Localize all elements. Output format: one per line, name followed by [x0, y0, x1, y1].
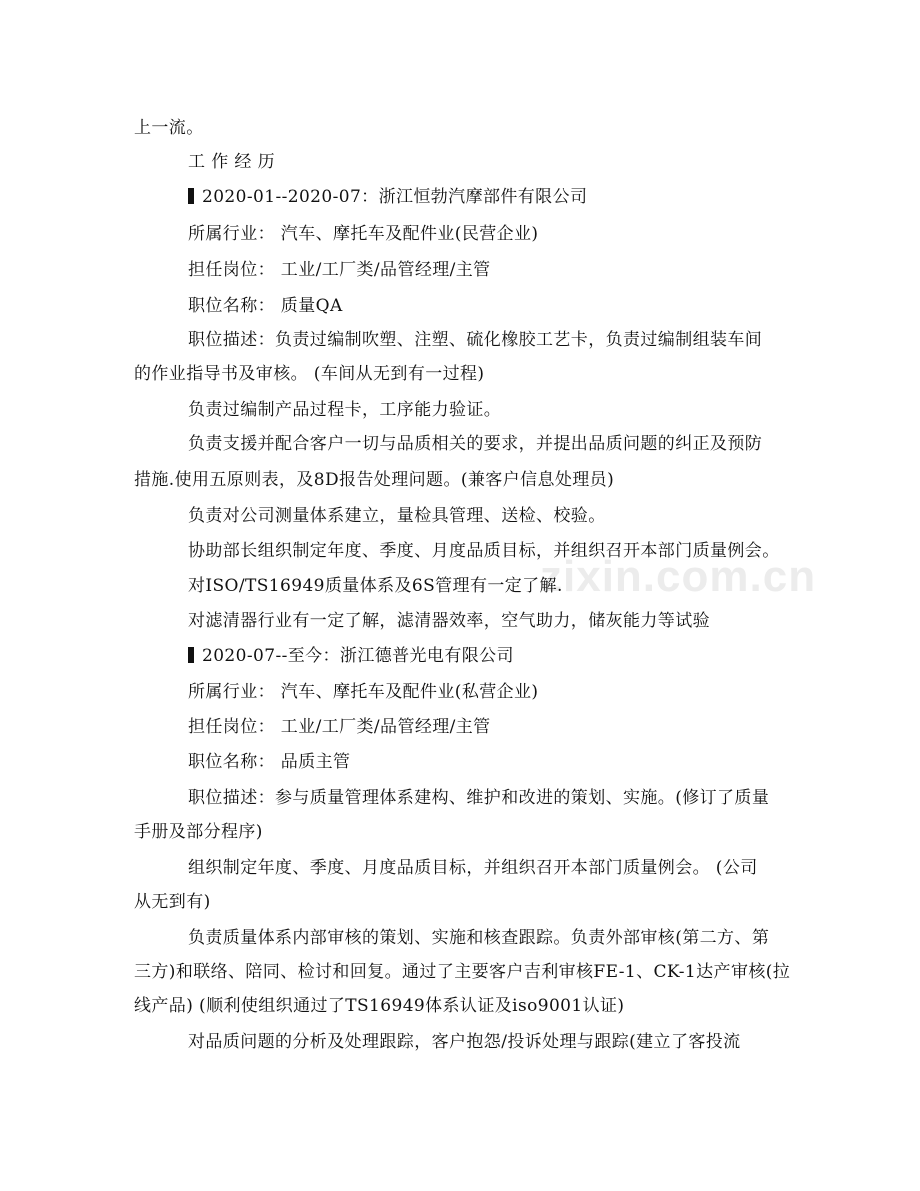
text-line: 负责过编制产品过程卡，工序能力验证。 — [188, 400, 502, 420]
text-line: 手册及部分程序) — [134, 822, 263, 842]
watermark: zixin.com.cn — [540, 552, 817, 601]
bullet-marker — [188, 647, 194, 663]
text-line: 职位名称： 品质主管 — [188, 752, 351, 772]
text-line: 的作业指导书及审核。 (车间从无到有一过程) — [134, 364, 485, 384]
text-line: 职位描述：参与质量管理体系建构、维护和改进的策划、实施。(修订了质量 — [188, 788, 770, 808]
job-entry-title: 2020-07--至今：浙江德普光电有限公司 — [202, 646, 514, 666]
job-entry-header — [188, 185, 587, 209]
section-heading: 工 作 经 历 — [188, 152, 276, 172]
text-line: 担任岗位： 工业/工厂类/品管经理/主管 — [188, 260, 491, 280]
text-line: 协助部长组织制定年度、季度、月度品质目标，并组织召开本部门质量例会。 — [188, 541, 780, 561]
job-entry-title: 2020-01--2020-07：浙江恒勃汽摩部件有限公司 — [202, 187, 588, 207]
text-line: 从无到有) — [134, 892, 211, 912]
text-line: 线产品) (顺利使组织通过了TS16949体系认证及iso9001认证) — [134, 996, 625, 1016]
text-line: 三方)和联络、陪同、检讨和回复。通过了主要客户吉利审核FE-1、CK-1达产审核(拉 — [134, 962, 791, 982]
text-line: 上一流。 — [134, 118, 204, 138]
text-line: 组织制定年度、季度、月度品质目标，并组织召开本部门质量例会。 (公司 — [188, 858, 758, 878]
text-line: 职位描述：负责过编制吹塑、注塑、硫化橡胶工艺卡，负责过编制组装车间 — [188, 330, 763, 350]
text-line: 对ISO/TS16949质量体系及6S管理有一定了解. — [188, 576, 563, 596]
text-line: 措施.使用五原则表，及8D报告处理问题。(兼客户信息处理员) — [134, 470, 615, 490]
text-line: 职位名称： 质量QA — [188, 296, 343, 316]
text-line: 负责质量体系内部审核的策划、实施和核查跟踪。负责外部审核(第二方、第 — [188, 928, 770, 948]
text-line: 担任岗位： 工业/工厂类/品管经理/主管 — [188, 717, 491, 737]
text-line: 所属行业： 汽车、摩托车及配件业(私营企业) — [188, 682, 539, 702]
text-line: 所属行业： 汽车、摩托车及配件业(民营企业) — [188, 224, 539, 244]
text-line: 负责支援并配合客户一切与品质相关的要求，并提出品质问题的纠正及预防 — [188, 434, 763, 454]
text-line: 负责对公司测量体系建立，量检具管理、送检、校验。 — [188, 506, 606, 526]
job-entry-header — [188, 644, 514, 668]
text-line: 对品质问题的分析及处理跟踪，客户抱怨/投诉处理与跟踪(建立了客投流 — [188, 1032, 741, 1052]
bullet-marker — [188, 188, 194, 204]
text-line: 对滤清器行业有一定了解，滤清器效率，空气助力，储灰能力等试验 — [188, 611, 710, 631]
